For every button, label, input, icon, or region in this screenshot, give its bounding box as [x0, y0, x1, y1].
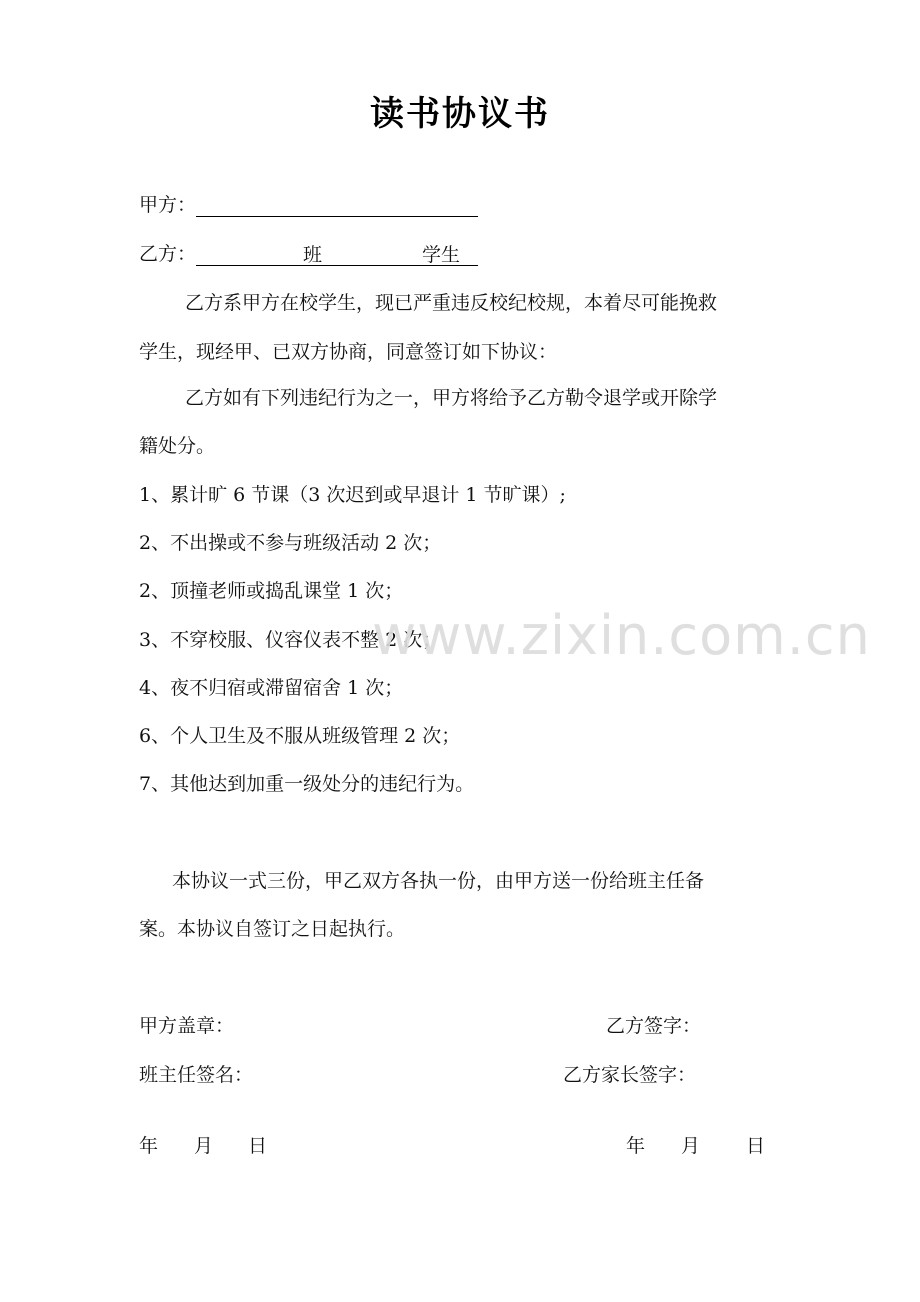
date-month-left: 月 [194, 1135, 214, 1157]
party-b-label: 乙方： [139, 243, 197, 265]
para2-line2: 籍处分。 [139, 435, 216, 457]
para1-line1: 乙方系甲方在校学生，现已严重违反校纪校规，本着尽可能挽救 [185, 292, 718, 314]
list-item: 2、不出操或不参与班级活动 2 次； [139, 532, 442, 554]
party-a-blank [196, 194, 478, 217]
document-title: 读书协议书 [370, 94, 550, 134]
date-day-right: 日 [746, 1135, 766, 1157]
list-item: 7、其他达到加重一级处分的违纪行为。 [139, 773, 475, 795]
para3-line2: 案。本协议自签订之日起执行。 [139, 918, 406, 940]
date-month-right: 月 [681, 1135, 701, 1157]
party-a-seal-label: 甲方盖章： [139, 1015, 235, 1037]
party-b-student-label: 学生 [422, 244, 461, 266]
para3-line1: 本协议一式三份，甲乙双方各执一份，由甲方送一份给班主任备 [172, 870, 705, 892]
parent-sign-label: 乙方家长签字： [563, 1064, 697, 1086]
date-year-right: 年 [626, 1135, 646, 1157]
party-b-class-label: 班 [303, 244, 323, 266]
list-item: 6、个人卫生及不服从班级管理 2 次； [139, 725, 461, 747]
party-a-label: 甲方： [139, 194, 197, 216]
party-b-line [139, 242, 478, 266]
teacher-sign-label: 班主任签名： [139, 1064, 254, 1086]
date-year-left: 年 [139, 1135, 159, 1157]
party-b-sign-label: 乙方签字： [606, 1015, 702, 1037]
list-item: 3、不穿校服、仪容仪表不整 2 次； [139, 629, 442, 651]
watermark: www.zixin.com.cn [372, 604, 871, 667]
para2-line1: 乙方如有下列违纪行为之一，甲方将给予乙方勒令退学或开除学 [185, 387, 718, 409]
para1-line2: 学生，现经甲、已双方协商，同意签订如下协议： [139, 341, 558, 363]
list-item: 1、累计旷 6 节课（3 次迟到或早退计 1 节旷课）; [139, 484, 566, 506]
date-day-left: 日 [248, 1135, 268, 1157]
party-a-line [139, 193, 478, 217]
party-b-blank [196, 243, 478, 266]
list-item: 4、夜不归宿或滞留宿舍 1 次； [139, 677, 404, 699]
list-item: 2、顶撞老师或捣乱课堂 1 次； [139, 580, 404, 602]
